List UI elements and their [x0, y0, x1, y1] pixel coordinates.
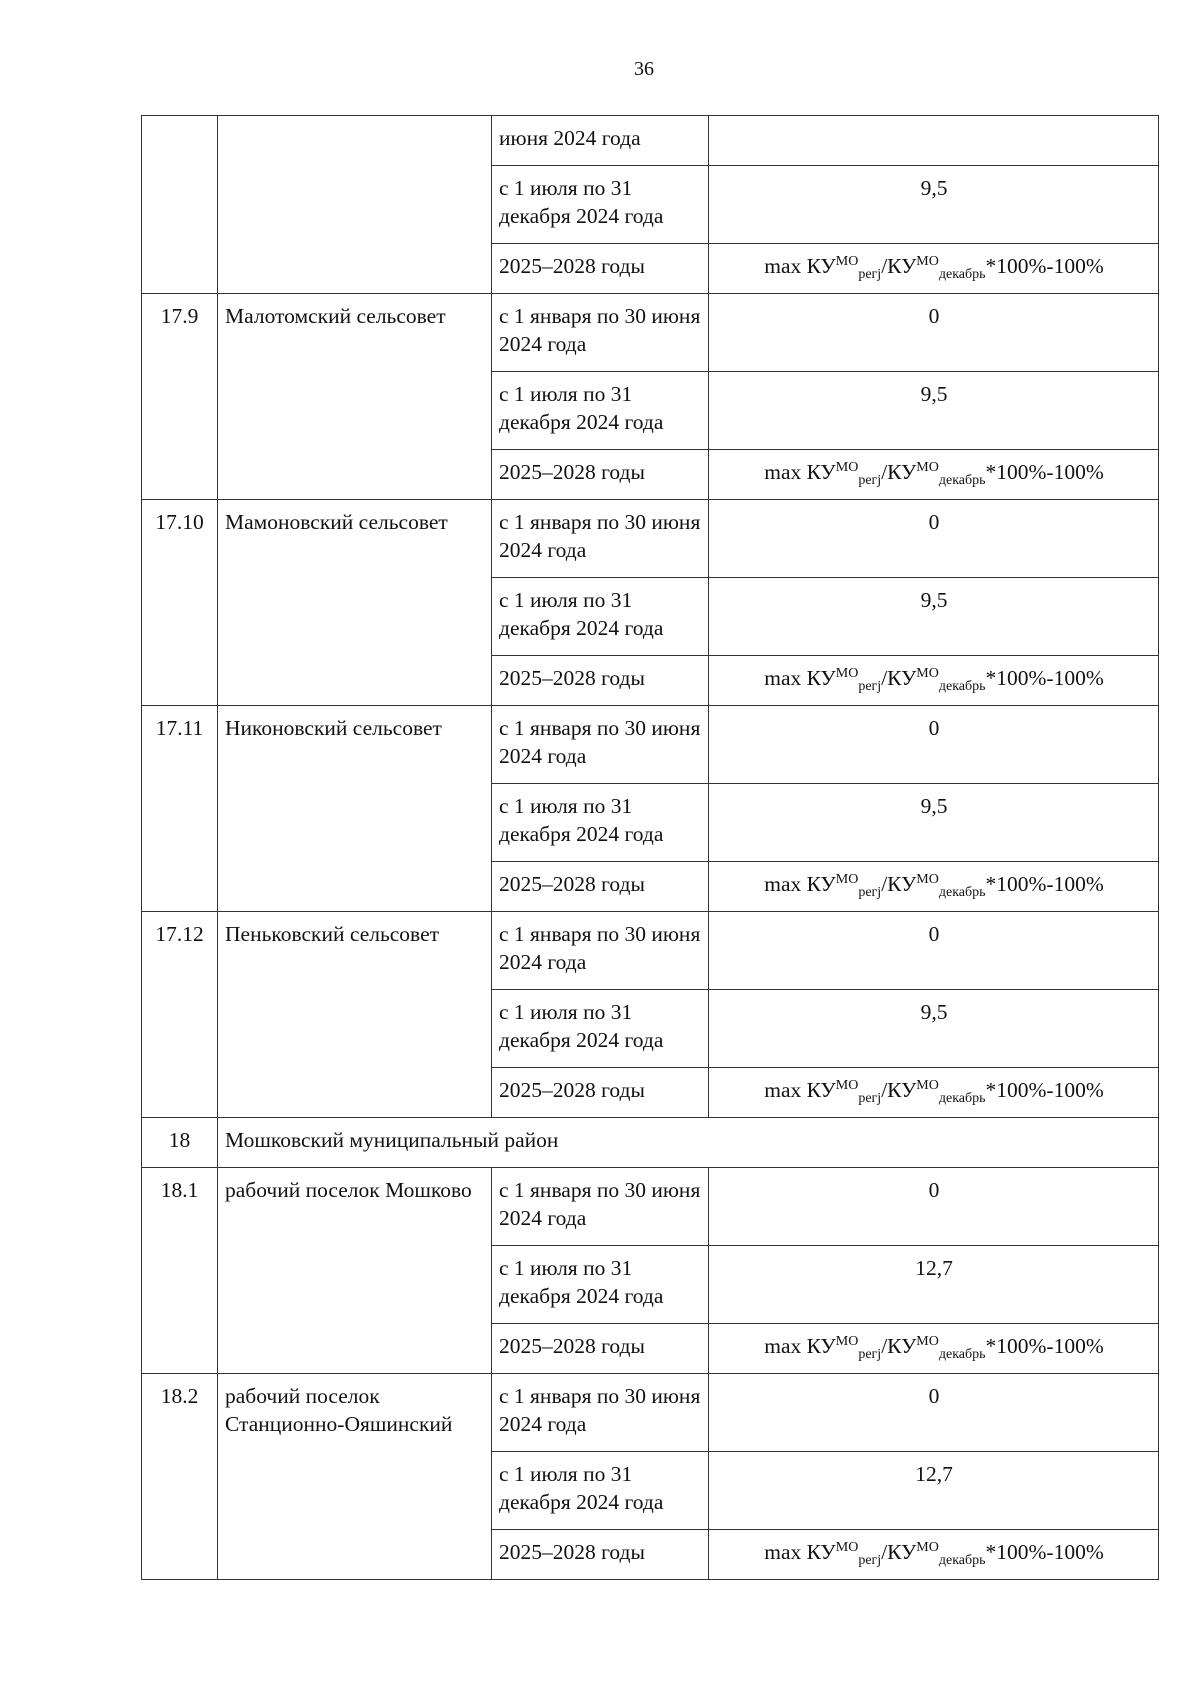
- formula-part-suffix: *100%-100%: [985, 666, 1104, 690]
- formula-part-prefix: max КУ: [764, 460, 836, 484]
- formula-part-middle: /КУ: [881, 254, 917, 278]
- formula-part-sup: МО: [916, 1334, 939, 1349]
- table-row: [142, 500, 1159, 578]
- cell-num: 18.2: [142, 1374, 218, 1580]
- cell-period: с 1 июля по 31 декабря 2024 года: [492, 990, 709, 1068]
- formula-part-middle: /КУ: [881, 666, 917, 690]
- cell-period: с 1 июля по 31 декабря 2024 года: [492, 784, 709, 862]
- cell-period: с 1 июля по 31 декабря 2024 года: [492, 1246, 709, 1324]
- formula-part-middle: /КУ: [881, 1334, 917, 1358]
- formula-part-middle: /КУ: [881, 460, 917, 484]
- formula-text: [764, 460, 1104, 488]
- formula-part-sub1: регj: [858, 1347, 882, 1362]
- formula-part-sub1: регj: [858, 1553, 882, 1568]
- cell-period: 2025–2028 годы: [492, 1324, 709, 1374]
- formula-part-suffix: *100%-100%: [985, 872, 1104, 896]
- cell-period: с 1 июля по 31 декабря 2024 года: [492, 372, 709, 450]
- formula-text: [764, 254, 1104, 282]
- formula-part-sup: МО: [835, 1078, 859, 1093]
- table-row: [142, 294, 1159, 372]
- cell-formula: [709, 1324, 1159, 1374]
- formula-text: [764, 1334, 1104, 1362]
- formula-part-sub2: декабрь: [938, 679, 986, 694]
- cell-value: 0: [709, 1168, 1159, 1246]
- cell-period: с 1 января по 30 июня 2024 года: [492, 500, 709, 578]
- formula-part-prefix: max КУ: [764, 254, 836, 278]
- table-row: [142, 116, 1159, 166]
- formula-part-suffix: *100%-100%: [985, 1540, 1104, 1564]
- cell-period: 2025–2028 годы: [492, 1530, 709, 1580]
- formula-text: [764, 872, 1104, 900]
- formula-part-sup: МО: [916, 1540, 939, 1555]
- formula-part-sup: МО: [916, 1078, 939, 1093]
- formula-part-sup: МО: [835, 460, 859, 475]
- formula-part-sup: МО: [916, 666, 939, 681]
- formula-part-sup: МО: [835, 666, 859, 681]
- cell-value: 12,7: [709, 1452, 1159, 1530]
- cell-num: 18.1: [142, 1168, 218, 1374]
- formula-part-sup: МО: [835, 1334, 859, 1349]
- cell-value: 0: [709, 912, 1159, 990]
- formula-part-suffix: *100%-100%: [985, 1334, 1104, 1358]
- cell-value: 0: [709, 1374, 1159, 1452]
- formula-text: [764, 1540, 1104, 1568]
- cell-formula: [709, 1530, 1159, 1580]
- cell-value: 9,5: [709, 166, 1159, 244]
- formula-part-suffix: *100%-100%: [985, 254, 1104, 278]
- cell-period: 2025–2028 годы: [492, 450, 709, 500]
- cell-period: с 1 января по 30 июня 2024 года: [492, 912, 709, 990]
- formula-part-sub2: декабрь: [938, 1553, 986, 1568]
- formula-part-sub1: регj: [858, 267, 882, 282]
- cell-value: 0: [709, 500, 1159, 578]
- cell-name: Пеньковский сельсовет: [218, 912, 492, 1118]
- formula-text: [764, 1078, 1104, 1106]
- cell-num: 17.10: [142, 500, 218, 706]
- formula-part-sup: МО: [835, 254, 859, 269]
- cell-period: с 1 июля по 31 декабря 2024 года: [492, 1452, 709, 1530]
- formula-part-sub2: декабрь: [938, 267, 986, 282]
- formula-part-sub1: регj: [858, 679, 882, 694]
- formula-part-sup: МО: [916, 254, 939, 269]
- formula-part-prefix: max КУ: [764, 1540, 836, 1564]
- page-number: 36: [634, 58, 654, 80]
- table-row: [142, 706, 1159, 784]
- formula-part-sub1: регj: [858, 473, 882, 488]
- district-name: Мошковский муниципальный район: [218, 1118, 1159, 1168]
- cell-period: с 1 января по 30 июня 2024 года: [492, 706, 709, 784]
- formula-part-sup: МО: [835, 872, 859, 887]
- formula-part-prefix: max КУ: [764, 1334, 836, 1358]
- cell-num: 17.12: [142, 912, 218, 1118]
- table-row: [142, 1374, 1159, 1452]
- formula-part-suffix: *100%-100%: [985, 460, 1104, 484]
- district-row: [142, 1118, 1159, 1168]
- cell-period: 2025–2028 годы: [492, 1068, 709, 1118]
- cell-value: 12,7: [709, 1246, 1159, 1324]
- table-row: [142, 912, 1159, 990]
- formula-text: [764, 666, 1104, 694]
- formula-part-sup: МО: [916, 872, 939, 887]
- cell-name: Мамоновский сельсовет: [218, 500, 492, 706]
- tariff-table: [141, 115, 1159, 1580]
- cell-name: Никоновский сельсовет: [218, 706, 492, 912]
- cell-value-empty: [709, 116, 1159, 166]
- cell-formula: [709, 656, 1159, 706]
- cell-formula: [709, 244, 1159, 294]
- cell-period: с 1 января по 30 июня 2024 года: [492, 1374, 709, 1452]
- cell-name: рабочий поселок Станционно-Ояшинский: [218, 1374, 492, 1580]
- formula-part-sup: МО: [835, 1540, 859, 1555]
- formula-part-sub1: регj: [858, 885, 882, 900]
- cell-formula: [709, 1068, 1159, 1118]
- cell-period: июня 2024 года: [492, 116, 709, 166]
- cell-name-empty: [218, 116, 492, 294]
- cell-period: 2025–2028 годы: [492, 244, 709, 294]
- formula-part-prefix: max КУ: [764, 666, 836, 690]
- cell-value: 0: [709, 294, 1159, 372]
- formula-part-middle: /КУ: [881, 1078, 917, 1102]
- formula-part-sub2: декабрь: [938, 1091, 986, 1106]
- cell-value: 9,5: [709, 990, 1159, 1068]
- cell-num-empty: [142, 116, 218, 294]
- formula-part-sub2: декабрь: [938, 473, 986, 488]
- table-row: [142, 1168, 1159, 1246]
- cell-period: 2025–2028 годы: [492, 656, 709, 706]
- cell-num: 18: [142, 1118, 218, 1168]
- cell-period: с 1 июля по 31 декабря 2024 года: [492, 166, 709, 244]
- formula-part-middle: /КУ: [881, 872, 917, 896]
- formula-part-sub2: декабрь: [938, 1347, 986, 1362]
- cell-formula: [709, 450, 1159, 500]
- cell-period: с 1 января по 30 июня 2024 года: [492, 294, 709, 372]
- cell-name: рабочий поселок Мошково: [218, 1168, 492, 1374]
- cell-value: 0: [709, 706, 1159, 784]
- formula-part-prefix: max КУ: [764, 872, 836, 896]
- formula-part-sub2: декабрь: [938, 885, 986, 900]
- cell-value: 9,5: [709, 578, 1159, 656]
- cell-value: 9,5: [709, 372, 1159, 450]
- cell-value: 9,5: [709, 784, 1159, 862]
- formula-part-suffix: *100%-100%: [985, 1078, 1104, 1102]
- formula-part-sup: МО: [916, 460, 939, 475]
- formula-part-middle: /КУ: [881, 1540, 917, 1564]
- cell-num: 17.11: [142, 706, 218, 912]
- formula-part-prefix: max КУ: [764, 1078, 836, 1102]
- cell-num: 17.9: [142, 294, 218, 500]
- cell-name: Малотомский сельсовет: [218, 294, 492, 500]
- cell-period: 2025–2028 годы: [492, 862, 709, 912]
- cell-formula: [709, 862, 1159, 912]
- cell-period: с 1 июля по 31 декабря 2024 года: [492, 578, 709, 656]
- cell-period: с 1 января по 30 июня 2024 года: [492, 1168, 709, 1246]
- formula-part-sub1: регj: [858, 1091, 882, 1106]
